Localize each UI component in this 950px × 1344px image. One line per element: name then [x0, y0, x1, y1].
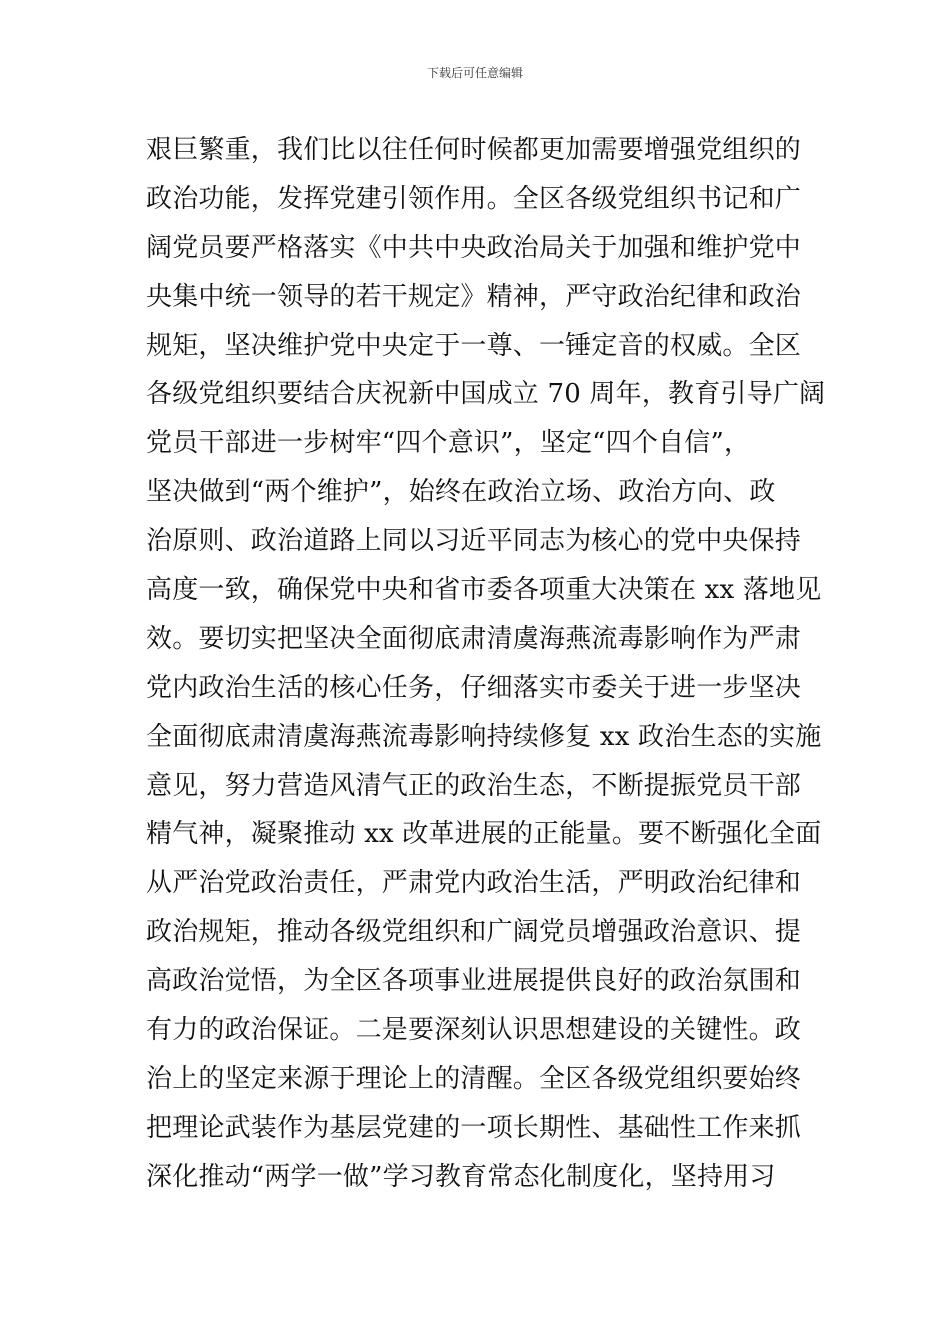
- page-header: 下载后可任意编辑: [426, 66, 523, 80]
- body-line-20: 治上的坚定来源于理论上的清醒。全区各级党组织要始终: [146, 1063, 802, 1094]
- body-line-7: 党员干部进一步树牢“四个意识”，坚定“四个自信”，: [146, 428, 751, 459]
- body-line-15: 精气神，凝聚推动 xx 改革进展的正能量。要不断强化全面: [146, 819, 822, 850]
- body-line-10: 高度一致，确保党中央和省市委各项重大决策在 xx 落地见: [146, 575, 822, 606]
- document-body: [146, 126, 826, 1202]
- body-line-5: 规矩，坚决维护党中央定于一尊、一锤定音的权威。全区: [146, 330, 802, 361]
- body-line-16: 从严治党政治责任，严肃党内政治生活，严明政治纪律和: [146, 868, 802, 899]
- body-line-11: 效。要切实把坚决全面彻底肃清虞海燕流毒影响作为严肃: [146, 623, 802, 654]
- body-line-22: 深化推动“两学一做”学习教育常态化制度化，坚持用习: [146, 1161, 776, 1192]
- body-line-13: 全面彻底肃清虞海燕流毒影响持续修复 xx 政治生态的实施: [146, 721, 822, 752]
- body-line-8: 坚决做到“两个维护”，始终在政治立场、政治方向、政: [146, 477, 776, 508]
- body-line-12: 党内政治生活的核心任务，仔细落实市委关于进一步坚决: [146, 672, 802, 703]
- body-line-2: 政治功能，发挥党建引领作用。全区各级党组织书记和广: [146, 183, 802, 214]
- body-line-3: 阔党员要严格落实《中共中央政治局关于加强和维护党中: [146, 232, 802, 263]
- body-line-14: 意见，努力营造风清气正的政治生态，不断提振党员干部: [146, 770, 802, 801]
- body-line-9: 治原则、政治道路上同以习近平同志为核心的党中央保持: [146, 526, 802, 557]
- body-line-4: 央集中统一领导的若干规定》精神，严守政治纪律和政治: [146, 281, 802, 312]
- body-line-17: 政治规矩，推动各级党组织和广阔党员增强政治意识、提: [146, 917, 802, 948]
- body-line-21: 把理论武装作为基层党建的一项长期性、基础性工作来抓: [146, 1112, 802, 1143]
- body-line-1: 艰巨繁重，我们比以往任何时候都更加需要增强党组织的: [146, 135, 802, 165]
- body-line-19: 有力的政治保证。二是要深刻认识思想建设的关键性。政: [146, 1015, 802, 1046]
- body-line-18: 高政治觉悟，为全区各项事业进展提供良好的政治氛围和: [146, 966, 802, 997]
- body-line-6: 各级党组织要结合庆祝新中国成立 70 周年，教育引导广阔: [146, 379, 826, 410]
